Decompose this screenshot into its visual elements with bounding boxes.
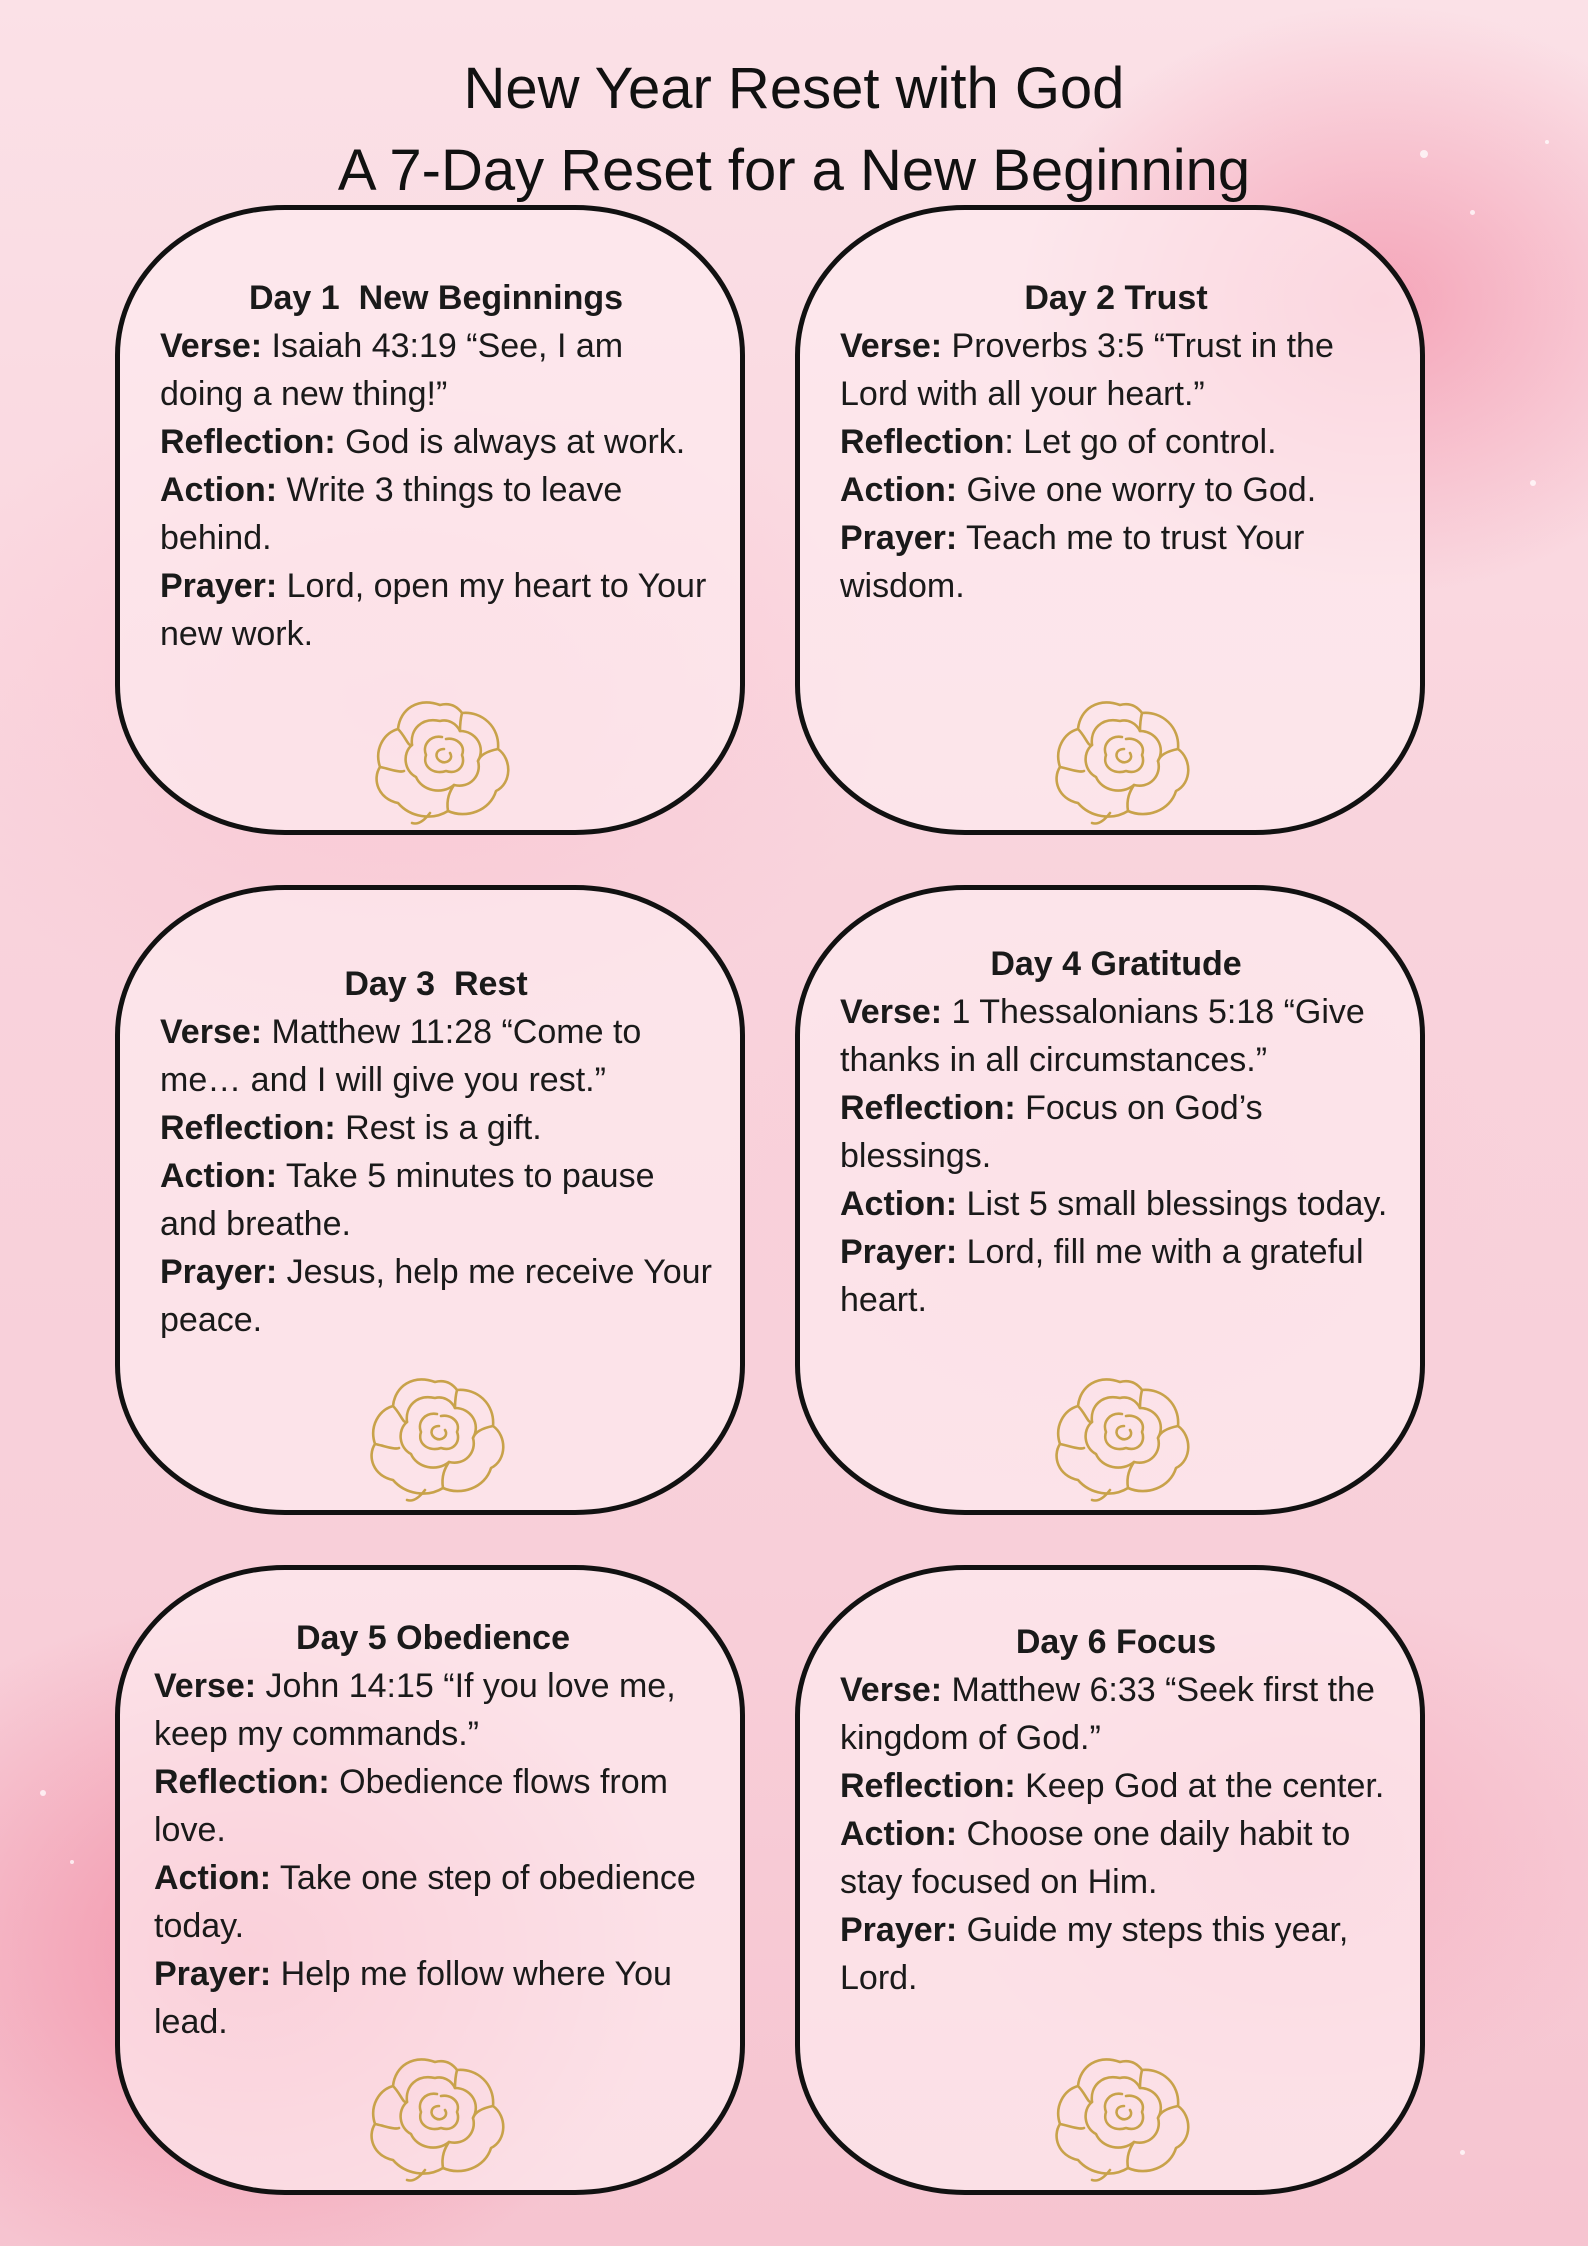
verse-text: Isaiah 43:19 “See, I am doing a new thing!” <box>160 327 624 413</box>
verse-label: Verse: <box>840 1671 943 1709</box>
day-card-title: Day 6 Focus <box>1015 1623 1217 1661</box>
reflection-text: Focus on God’s blessings. <box>840 1089 1263 1175</box>
reflection-text: Rest is a gift. <box>335 1109 542 1147</box>
prayer-text: Guide my steps this year, Lord. <box>840 1911 1349 1997</box>
action-text: Write 3 things to leave behind. <box>160 471 623 557</box>
day-card-6 <box>795 1565 1425 2195</box>
verse-field <box>840 988 1392 1084</box>
reflection-label: Reflection: <box>840 1767 1016 1805</box>
reflection-label: Reflection: <box>160 1109 336 1147</box>
reflection-field <box>154 1758 712 1854</box>
reflection-label: Reflection: <box>154 1763 330 1801</box>
day-card-4 <box>795 885 1425 1515</box>
prayer-field <box>160 562 712 658</box>
page-title <box>0 48 1588 212</box>
reflection-field <box>840 418 1392 466</box>
prayer-label: Prayer: <box>840 1233 958 1271</box>
prayer-field <box>840 514 1392 610</box>
day-card-5 <box>115 1565 745 2195</box>
prayer-text: Lord, fill me with a grateful heart. <box>840 1233 1364 1319</box>
background-speckle <box>1460 2150 1465 2155</box>
background-speckle <box>40 1790 46 1796</box>
reflection-field <box>840 1762 1392 1810</box>
reflection-label: Reflection <box>840 423 1005 461</box>
action-label: Action: <box>840 1185 958 1223</box>
verse-label: Verse: <box>840 993 943 1031</box>
reflection-text: God is always at work. <box>335 423 686 461</box>
prayer-field <box>840 1906 1392 2002</box>
verse-text: John 14:15 “If you love me, keep my commands.” <box>154 1667 676 1753</box>
action-field <box>154 1854 712 1950</box>
reflection-text: Keep God at the center. <box>1015 1767 1385 1805</box>
action-label: Action: <box>840 1815 958 1853</box>
action-text: Give one worry to God. <box>957 471 1317 509</box>
background-speckle <box>1530 480 1536 486</box>
verse-field <box>840 322 1392 418</box>
action-label: Action: <box>154 1859 272 1897</box>
action-field <box>840 466 1392 514</box>
verse-field <box>160 1008 712 1104</box>
day-card-1 <box>115 205 745 835</box>
day-card-title: Day 5 Obedience <box>295 1619 570 1657</box>
prayer-text: Jesus, help me receive Your peace. <box>160 1253 712 1339</box>
reflection-text: : Let go of control. <box>1004 423 1277 461</box>
rose-icon <box>360 675 520 825</box>
action-text: Take 5 minutes to pause and breathe. <box>160 1157 655 1243</box>
prayer-label: Prayer: <box>840 519 958 557</box>
rose-icon <box>1040 675 1200 825</box>
reflection-text: Obedience flows from love. <box>154 1763 668 1849</box>
reflection-label: Reflection: <box>160 423 336 461</box>
action-label: Action: <box>160 1157 278 1195</box>
prayer-label: Prayer: <box>160 1253 278 1291</box>
prayer-text: Help me follow where You lead. <box>154 1955 672 2041</box>
prayer-text: Teach me to trust Your wisdom. <box>840 519 1305 605</box>
verse-field <box>160 322 712 418</box>
verse-text: Matthew 6:33 “Seek first the kingdom of God.” <box>840 1671 1375 1757</box>
action-field <box>840 1180 1392 1228</box>
rose-icon <box>355 2032 515 2182</box>
prayer-field <box>160 1248 712 1344</box>
verse-label: Verse: <box>160 327 263 365</box>
action-text: Take one step of obedience today. <box>154 1859 696 1945</box>
day-card-2 <box>795 205 1425 835</box>
day-card-title: Day 4 Gratitude <box>990 945 1242 983</box>
day-card-title: Day 1 New Beginnings <box>248 279 624 317</box>
reflection-label: Reflection: <box>840 1089 1016 1127</box>
rose-icon <box>355 1352 515 1502</box>
page-title-line-1: New Year Reset with God <box>463 56 1125 121</box>
verse-label: Verse: <box>160 1013 263 1051</box>
prayer-text: Lord, open my heart to Your new work. <box>160 567 707 653</box>
action-label: Action: <box>160 471 278 509</box>
prayer-label: Prayer: <box>160 567 278 605</box>
prayer-label: Prayer: <box>154 1955 272 1993</box>
action-text: Choose one daily habit to stay focused on Him. <box>840 1815 1351 1901</box>
verse-field <box>154 1662 712 1758</box>
page-title-line-2: A 7-Day Reset for a New Beginning <box>337 138 1251 203</box>
verse-text: Matthew 11:28 “Come to me… and I will give you rest.” <box>160 1013 642 1099</box>
verse-label: Verse: <box>840 327 943 365</box>
prayer-label: Prayer: <box>840 1911 958 1949</box>
action-field <box>160 466 712 562</box>
action-text: List 5 small blessings today. <box>957 1185 1388 1223</box>
day-card-3 <box>115 885 745 1515</box>
reflection-field <box>160 1104 712 1152</box>
verse-text: Proverbs 3:5 “Trust in the Lord with all your heart.” <box>840 327 1334 413</box>
reflection-field <box>840 1084 1392 1180</box>
reflection-field <box>160 418 712 466</box>
background-speckle <box>70 1860 74 1864</box>
rose-icon <box>1040 2032 1200 2182</box>
day-card-title: Day 3 Rest <box>344 965 528 1003</box>
verse-field <box>840 1666 1392 1762</box>
rose-icon <box>1040 1352 1200 1502</box>
verse-label: Verse: <box>154 1667 257 1705</box>
prayer-field <box>840 1228 1392 1324</box>
verse-text: 1 Thessalonians 5:18 “Give thanks in all circumstances.” <box>840 993 1365 1079</box>
action-label: Action: <box>840 471 958 509</box>
action-field <box>160 1152 712 1248</box>
action-field <box>840 1810 1392 1906</box>
day-card-title: Day 2 Trust <box>1024 279 1208 317</box>
